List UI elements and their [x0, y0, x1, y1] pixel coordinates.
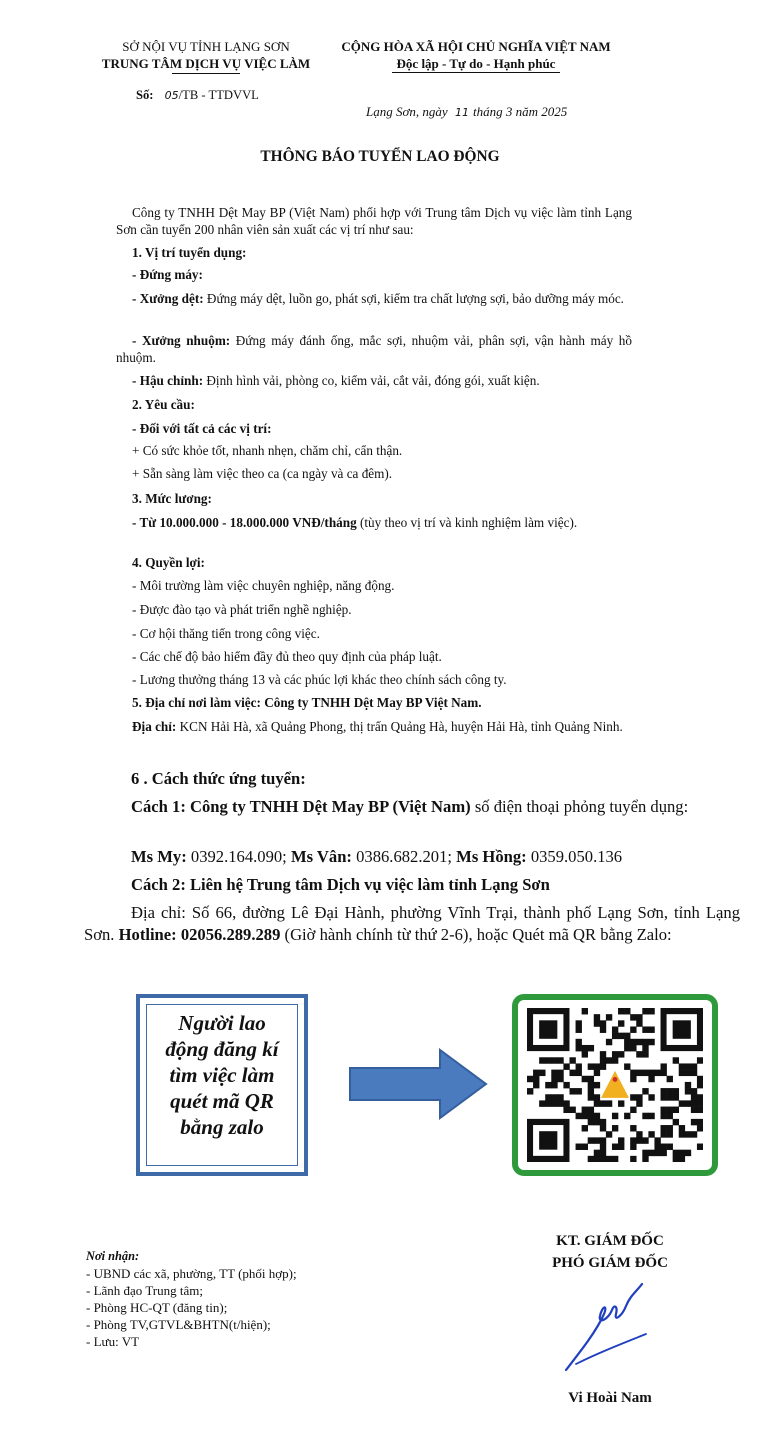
qr-module — [594, 1014, 600, 1020]
qr-module — [582, 1113, 588, 1119]
qr-module — [618, 1051, 624, 1057]
qr-module — [642, 1070, 648, 1076]
qr-module — [673, 1057, 679, 1063]
center-name: TRUNG TÂM DỊCH VỤ VIỆC LÀM — [101, 56, 311, 71]
qr-module — [612, 1125, 618, 1131]
qr-finder-core — [673, 1020, 691, 1038]
qr-module — [679, 1063, 685, 1069]
qr-module — [685, 1063, 691, 1069]
qr-module — [582, 1076, 588, 1082]
qr-module — [588, 1137, 594, 1143]
qr-module — [576, 1088, 582, 1094]
qr-module — [661, 1150, 667, 1156]
qr-module — [648, 1039, 654, 1045]
section-4-title: 4. Quyền lợi: — [132, 555, 205, 570]
qr-module — [594, 1150, 600, 1156]
qr-module — [576, 1113, 582, 1119]
qr-code-icon — [527, 1008, 703, 1162]
qr-module — [691, 1063, 697, 1069]
signature-icon — [556, 1276, 666, 1376]
qr-module — [630, 1125, 636, 1131]
qr-module — [667, 1076, 673, 1082]
qr-module — [679, 1070, 685, 1076]
qr-module — [648, 1026, 654, 1032]
qr-module — [697, 1076, 703, 1082]
qr-module — [654, 1137, 660, 1143]
qr-module — [588, 1088, 594, 1094]
qr-module — [612, 1144, 618, 1150]
qr-module — [624, 1008, 630, 1014]
benefit-item: - Lương thưởng tháng 13 và các phúc lợi khác theo chính sách công ty. — [132, 672, 507, 687]
document-title: THÔNG BÁO TUYỂN LAO ĐỘNG — [260, 148, 500, 165]
qr-module — [618, 1033, 624, 1039]
qr-module — [648, 1008, 654, 1014]
qr-module — [600, 1144, 606, 1150]
requirement-2: + Sẵn sàng làm việc theo ca (ca ngày và ca đêm). — [132, 466, 393, 481]
qr-module — [636, 1100, 642, 1106]
qr-logo — [601, 1071, 629, 1098]
qr-module — [648, 1150, 654, 1156]
qr-module — [612, 1113, 618, 1119]
qr-module — [673, 1150, 679, 1156]
qr-module — [600, 1057, 606, 1063]
qr-module — [667, 1088, 673, 1094]
section-2-title: 2. Yêu cầu: — [132, 397, 195, 412]
qr-module — [661, 1094, 667, 1100]
national-header — [332, 38, 620, 72]
qr-module — [630, 1137, 636, 1143]
qr-module — [618, 1137, 624, 1143]
qr-module — [697, 1144, 703, 1150]
country-name: CỘNG HÒA XÃ HỘI CHỦ NGHĨA VIỆT NAM — [341, 39, 611, 54]
qr-module — [685, 1082, 691, 1088]
qr-module — [569, 1088, 575, 1094]
qr-module — [630, 1070, 636, 1076]
qr-module — [594, 1070, 600, 1076]
qr-module — [551, 1094, 557, 1100]
center-name-underline — [172, 73, 240, 74]
qr-module — [661, 1113, 667, 1119]
qr-module — [661, 1131, 667, 1137]
agency-header — [76, 38, 336, 72]
qr-module — [539, 1070, 545, 1076]
qr-module — [667, 1094, 673, 1100]
qr-module — [642, 1026, 648, 1032]
qr-module — [606, 1039, 612, 1045]
qr-module — [545, 1094, 551, 1100]
qr-module — [685, 1070, 691, 1076]
qr-module — [697, 1082, 703, 1088]
qr-module — [606, 1156, 612, 1162]
qr-module — [679, 1125, 685, 1131]
qr-module — [636, 1051, 642, 1057]
recipient-item: - Lưu: VT — [86, 1334, 140, 1349]
qr-module — [569, 1070, 575, 1076]
qr-module — [594, 1063, 600, 1069]
qr-module — [661, 1088, 667, 1094]
qr-module — [624, 1063, 630, 1069]
qr-module — [636, 1020, 642, 1026]
qr-module — [667, 1131, 673, 1137]
qr-module — [673, 1156, 679, 1162]
qr-module — [594, 1094, 600, 1100]
qr-module — [600, 1100, 606, 1106]
qr-module — [624, 1033, 630, 1039]
qr-module — [576, 1045, 582, 1051]
qr-module — [685, 1150, 691, 1156]
qr-module — [582, 1107, 588, 1113]
qr-module — [588, 1094, 594, 1100]
finishing-workshop: - Hậu chỉnh: Định hình vải, phòng co, kiểm vải, cắt vải, đóng gói, xuất kiện. — [132, 373, 540, 388]
qr-module — [636, 1014, 642, 1020]
qr-module — [594, 1082, 600, 1088]
qr-module — [582, 1045, 588, 1051]
qr-module — [600, 1137, 606, 1143]
qr-module — [648, 1094, 654, 1100]
qr-module — [588, 1113, 594, 1119]
motto-underline — [392, 72, 560, 73]
qr-module — [630, 1039, 636, 1045]
qr-module — [576, 1070, 582, 1076]
qr-module — [648, 1076, 654, 1082]
zalo-qr-code[interactable] — [512, 994, 718, 1176]
qr-module — [588, 1076, 594, 1082]
qr-module — [630, 1076, 636, 1082]
recipients-title: Nơi nhận: — [86, 1249, 140, 1263]
qr-module — [630, 1107, 636, 1113]
qr-module — [697, 1125, 703, 1131]
qr-module — [691, 1088, 697, 1094]
qr-module — [697, 1057, 703, 1063]
qr-module — [576, 1063, 582, 1069]
recipient-item: - Lãnh đạo Trung tâm; — [86, 1283, 203, 1298]
qr-module — [648, 1113, 654, 1119]
qr-module — [648, 1070, 654, 1076]
qr-module — [642, 1088, 648, 1094]
qr-module — [642, 1045, 648, 1051]
qr-module — [679, 1131, 685, 1137]
qr-module — [642, 1156, 648, 1162]
motto: Độc lập - Tự do - Hạnh phúc — [396, 56, 556, 71]
weaving-workshop: - Xưởng dệt: Đứng máy dệt, luồn go, phát sợi, kiểm tra chất lượng sợi, bảo dưỡng máy móc. — [132, 291, 624, 306]
qr-module — [667, 1125, 673, 1131]
requirement-1: + Có sức khỏe tốt, nhanh nhẹn, chăm chỉ, cẩn thận. — [132, 443, 403, 458]
qr-module — [606, 1131, 612, 1137]
qr-module — [527, 1088, 533, 1094]
qr-module — [600, 1150, 606, 1156]
qr-module — [612, 1026, 618, 1032]
recipient-item: - Phòng HC-QT (đăng tin); — [86, 1300, 228, 1315]
qr-module — [545, 1082, 551, 1088]
qr-module — [594, 1100, 600, 1106]
qr-module — [697, 1094, 703, 1100]
handwritten-number: 05 — [164, 89, 179, 102]
qr-module — [685, 1088, 691, 1094]
qr-module — [600, 1156, 606, 1162]
qr-module — [618, 1020, 624, 1026]
qr-module — [648, 1131, 654, 1137]
method-2-details: Địa chỉ: Số 66, đường Lê Đại Hành, phường Vĩnh Trại, thành phố Lạng Sơn, tỉnh Lạng Sơn. Hotline: 02056.289.289 (Giờ hành chính từ thứ 2-6), hoặc Quét mã QR bằng Zalo: — [84, 903, 740, 944]
qr-module — [661, 1144, 667, 1150]
qr-module — [588, 1156, 594, 1162]
signer-name: Vi Hoài Nam — [568, 1390, 652, 1406]
method-1: Cách 1: Công ty TNHH Dệt May BP (Việt Nam) số điện thoại phỏng tuyển dụng: — [131, 797, 689, 816]
benefit-item: - Được đào tạo và phát triển nghề nghiệp. — [132, 602, 352, 617]
qr-module — [533, 1082, 539, 1088]
handwritten-day: 11 — [454, 106, 469, 119]
section-6-title: 6 . Cách thức ứng tuyển: — [131, 769, 306, 788]
qr-module — [557, 1100, 563, 1106]
qr-instruction-text: Người lao động đăng kí tìm việc làm quét mã QR bằng zalo — [165, 1011, 279, 1139]
qr-module — [654, 1144, 660, 1150]
qr-module — [691, 1094, 697, 1100]
qr-module — [642, 1008, 648, 1014]
qr-finder-core — [539, 1020, 557, 1038]
qr-module — [600, 1125, 606, 1131]
qr-module — [600, 1026, 606, 1032]
qr-module — [588, 1063, 594, 1069]
qr-module — [630, 1156, 636, 1162]
qr-module — [673, 1094, 679, 1100]
qr-module — [636, 1094, 642, 1100]
qr-module — [557, 1076, 563, 1082]
qr-module — [636, 1131, 642, 1137]
qr-module — [594, 1119, 600, 1125]
qr-module — [630, 1045, 636, 1051]
qr-module — [667, 1107, 673, 1113]
workplace-address: Địa chỉ: KCN Hải Hà, xã Quảng Phong, thị trấn Quảng Hà, huyện Hải Hà, tỉnh Quảng Ninh. — [132, 719, 623, 734]
ministry-name: SỞ NỘI VỤ TỈNH LẠNG SƠN — [122, 39, 290, 54]
qr-module — [600, 1119, 606, 1125]
qr-module — [654, 1150, 660, 1156]
qr-module — [582, 1144, 588, 1150]
arrow-right-icon — [348, 1048, 488, 1120]
qr-module — [582, 1008, 588, 1014]
qr-module — [685, 1100, 691, 1106]
qr-module — [569, 1107, 575, 1113]
qr-module — [600, 1063, 606, 1069]
qr-module — [545, 1057, 551, 1063]
qr-module — [630, 1144, 636, 1150]
section-5-title: 5. Địa chỉ nơi làm việc: Công ty TNHH Dệt May BP Việt Nam. — [132, 695, 482, 710]
qr-module — [576, 1039, 582, 1045]
qr-module — [642, 1113, 648, 1119]
section-2-sub: - Đối với tất cả các vị trí: — [132, 421, 272, 436]
qr-module — [691, 1100, 697, 1106]
qr-module — [594, 1020, 600, 1026]
intro-paragraph: Công ty TNHH Dệt May BP (Việt Nam) phối hợp với Trung tâm Dịch vụ việc làm tỉnh Lạng Sơn cần tuyển 200 nhân viên sản xuất các vị trí như sau: — [116, 205, 632, 237]
qr-module — [551, 1070, 557, 1076]
qr-module — [569, 1057, 575, 1063]
qr-module — [533, 1076, 539, 1082]
qr-module — [539, 1100, 545, 1106]
qr-module — [618, 1008, 624, 1014]
qr-module — [606, 1014, 612, 1020]
qr-module — [612, 1057, 618, 1063]
section-1-sub: - Đứng máy: — [132, 267, 203, 282]
qr-module — [533, 1070, 539, 1076]
recipients-block — [86, 1248, 297, 1350]
salary-range: - Từ 10.000.000 - 18.000.000 VNĐ/tháng (tùy theo vị trí và kinh nghiệm làm việc). — [132, 515, 578, 530]
qr-module — [697, 1119, 703, 1125]
qr-module — [679, 1150, 685, 1156]
qr-module — [576, 1020, 582, 1026]
qr-module — [551, 1076, 557, 1082]
qr-module — [667, 1144, 673, 1150]
qr-module — [673, 1088, 679, 1094]
method-2: Cách 2: Liên hệ Trung tâm Dịch vụ việc làm tỉnh Lạng Sơn — [131, 875, 550, 894]
qr-module — [557, 1094, 563, 1100]
qr-module — [624, 1045, 630, 1051]
contact-phones: Ms My: 0392.164.090; Ms Vân: 0386.682.201; Ms Hồng: 0359.050.136 — [131, 847, 623, 866]
qr-module — [588, 1045, 594, 1051]
qr-module — [576, 1026, 582, 1032]
qr-module — [679, 1100, 685, 1106]
document-number: Số: 05/TB - TTDVVL — [136, 88, 259, 102]
qr-module — [661, 1125, 667, 1131]
qr-module — [661, 1107, 667, 1113]
qr-module — [661, 1063, 667, 1069]
qr-module — [618, 1144, 624, 1150]
document-date: Lạng Sơn, ngày 11 tháng 3 năm 2025 — [366, 104, 568, 119]
qr-module — [576, 1144, 582, 1150]
qr-module — [588, 1119, 594, 1125]
qr-instruction-box — [136, 994, 308, 1176]
qr-module — [582, 1051, 588, 1057]
qr-module — [685, 1131, 691, 1137]
dyeing-workshop: - Xưởng nhuộm: Đứng máy đánh ống, mắc sợi, nhuộm vải, phân sợi, vận hành máy hồ nhuộm. — [116, 333, 632, 365]
qr-module — [654, 1070, 660, 1076]
qr-module — [600, 1020, 606, 1026]
qr-module — [563, 1107, 569, 1113]
qr-module — [691, 1070, 697, 1076]
qr-module — [612, 1156, 618, 1162]
qr-module — [588, 1107, 594, 1113]
qr-logo-dot — [613, 1077, 618, 1082]
qr-module — [606, 1057, 612, 1063]
section-3-title: 3. Mức lương: — [132, 491, 212, 506]
qr-module — [667, 1113, 673, 1119]
benefit-item: - Các chế độ bảo hiểm đầy đủ theo quy định của pháp luật. — [132, 649, 442, 664]
qr-module — [606, 1100, 612, 1106]
qr-module — [557, 1057, 563, 1063]
qr-module — [642, 1051, 648, 1057]
qr-module — [642, 1150, 648, 1156]
qr-module — [551, 1057, 557, 1063]
qr-module — [661, 1070, 667, 1076]
qr-module — [551, 1082, 557, 1088]
qr-module — [679, 1156, 685, 1162]
qr-module — [563, 1063, 569, 1069]
qr-module — [636, 1039, 642, 1045]
qr-module — [636, 1070, 642, 1076]
qr-module — [612, 1033, 618, 1039]
qr-module — [624, 1039, 630, 1045]
qr-module — [545, 1100, 551, 1106]
qr-module — [563, 1100, 569, 1106]
qr-module — [539, 1057, 545, 1063]
qr-module — [697, 1107, 703, 1113]
qr-module — [594, 1113, 600, 1119]
qr-module — [673, 1107, 679, 1113]
qr-module — [691, 1131, 697, 1137]
qr-module — [636, 1137, 642, 1143]
qr-module — [691, 1107, 697, 1113]
qr-module — [612, 1051, 618, 1057]
qr-module — [588, 1082, 594, 1088]
qr-module — [673, 1119, 679, 1125]
qr-module — [557, 1070, 563, 1076]
qr-module — [642, 1039, 648, 1045]
recipient-item: - UBND các xã, phường, TT (phối hợp); — [86, 1266, 297, 1281]
benefit-item: - Cơ hội thăng tiến trong công việc. — [132, 626, 320, 641]
qr-module — [630, 1094, 636, 1100]
qr-module — [527, 1076, 533, 1082]
qr-module — [630, 1014, 636, 1020]
qr-module — [691, 1119, 697, 1125]
qr-module — [563, 1082, 569, 1088]
qr-finder-core — [539, 1131, 557, 1149]
qr-module — [600, 1051, 606, 1057]
qr-module — [594, 1137, 600, 1143]
qr-module — [624, 1113, 630, 1119]
section-1-title: 1. Vị trí tuyển dụng: — [132, 245, 247, 260]
recipient-item: - Phòng TV,GTVL&BHTN(t/hiện); — [86, 1317, 271, 1332]
qr-module — [582, 1125, 588, 1131]
qr-module — [618, 1100, 624, 1106]
qr-module — [551, 1100, 557, 1106]
qr-module — [697, 1100, 703, 1106]
qr-module — [642, 1137, 648, 1143]
signature-title: KT. GIÁM ĐỐC PHÓ GIÁM ĐỐC — [552, 1233, 668, 1271]
qr-module — [630, 1026, 636, 1032]
benefit-item: - Môi trường làm việc chuyên nghiệp, năng động. — [132, 578, 395, 593]
qr-module — [594, 1156, 600, 1162]
